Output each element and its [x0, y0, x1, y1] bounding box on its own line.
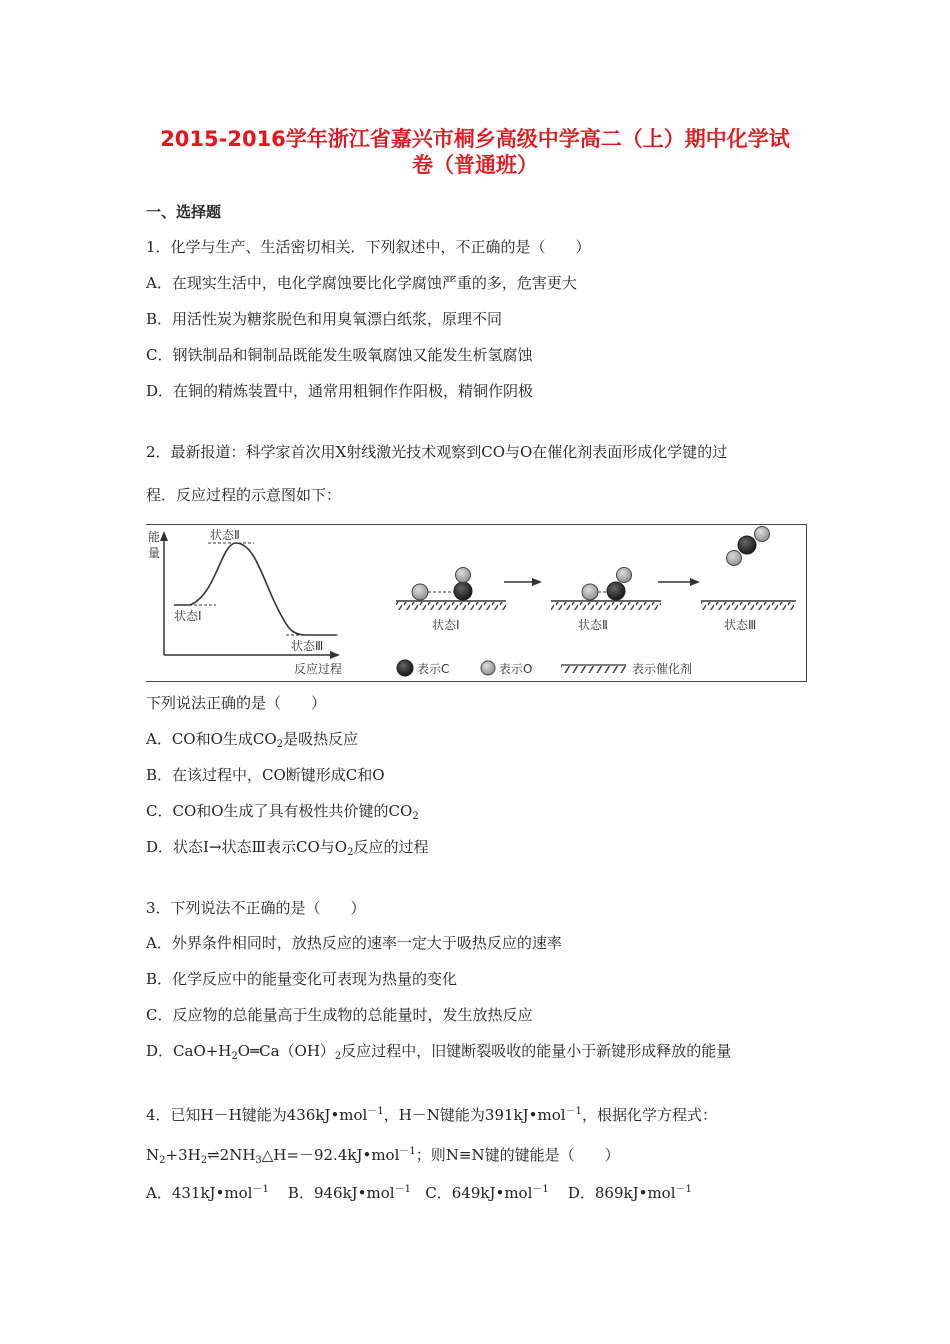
atom-o	[582, 584, 598, 600]
amount-label: 量	[148, 546, 161, 560]
q3-option-d: D．$CaO+H_2O═Ca(OH)_2$反应过程中，旧键断裂吸收的能量小于新键形成释放的能量	[146, 1042, 732, 1062]
q3-option-a: A．外界条件相同时，放热反应的速率一定大于吸热反应的速率	[146, 934, 562, 952]
state1-label: 状态Ⅰ	[432, 618, 460, 632]
q2-option-a: A．CO和O生成$CO_2$是吸热反应	[146, 730, 359, 750]
q1-option-c: C．钢铁制品和铜制品既能发生吸氧腐蚀又能发生析氢腐蚀	[146, 346, 533, 364]
legend-catalyst-label: 表示催化剂	[632, 662, 693, 676]
q4-option-c: C．649kJ•mol$^{-1}$	[425, 1184, 549, 1202]
legend-oxygen-icon	[481, 661, 495, 675]
q4-options	[146, 1180, 692, 1203]
reaction-diagram-svg	[146, 525, 806, 681]
q1-option-b: B．用活性炭为糖浆脱色和用臭氧漂白纸浆，原理不同	[146, 310, 503, 328]
curve-state1-label: 状态Ⅰ	[174, 609, 202, 623]
q2-option-d: D．状态Ⅰ→状态Ⅲ表示CO与$O_2$反应的过程	[146, 838, 429, 858]
q1-option-d: D．在铜的精炼装置中，通常用粗铜作作阳极，精铜作阴极	[146, 382, 534, 400]
exam-title-line1: 2015-2016学年浙江省嘉兴市桐乡高级中学高二（上）期中化学试	[160, 127, 790, 151]
atom-o	[727, 551, 742, 566]
q2-stem-line2: 程．反应过程的示意图如下：	[146, 486, 342, 504]
state2-label: 状态Ⅱ	[578, 618, 608, 632]
catalyst-surface-2	[551, 602, 661, 610]
q4-option-a: A．431kJ•mol$^{-1}$	[146, 1184, 269, 1202]
curve-state3-label: 状态Ⅲ	[291, 639, 324, 653]
atom-o	[456, 568, 471, 583]
energy-label: 能	[148, 530, 161, 544]
q4-equation: $N_2+3H_2\rightleftharpoons 2NH_3\triangle H=-92.4kJ•mol^{-1}$；则N≡N键的键能是（ ）	[146, 1146, 620, 1166]
x-axis-arrow	[330, 651, 340, 659]
curve-state2-label: 状态Ⅱ	[210, 528, 240, 542]
y-axis-arrow	[160, 531, 168, 541]
q4-stem: 4．已知H－H键能为436kJ•mol$^{-1}$，H－N键能为391kJ•mol$^{-1}$，根据化学方程式：	[146, 1106, 717, 1124]
q1-stem: 1．化学与生产、生活密切相关．下列叙述中，不正确的是（ ）	[146, 238, 591, 256]
q1-option-a: A．在现实生活中，电化学腐蚀要比化学腐蚀严重的多，危害更大	[146, 274, 577, 292]
q2-stem-line1: 2．最新报道：科学家首次用X射线激光技术观察到CO与O在催化剂表面形成化学键的过	[146, 443, 728, 461]
q2-option-c: C．CO和O生成了具有极性共价键的$CO_2$	[146, 802, 419, 822]
q4-option-b: B．946kJ•mol$^{-1}$	[287, 1184, 411, 1202]
reaction-diagram	[146, 524, 807, 682]
q4-option-d: D．869kJ•mol$^{-1}$	[567, 1184, 692, 1202]
state3-label: 状态Ⅲ	[724, 618, 757, 632]
atom-c	[607, 582, 625, 600]
legend-catalyst-icon	[561, 666, 626, 673]
legend-oxygen-label: 表示O	[499, 662, 533, 676]
atom-o	[617, 568, 632, 583]
q3-option-c: C．反应物的总能量高于生成物的总能量时，发生放热反应	[146, 1006, 533, 1024]
atom-o	[412, 584, 428, 600]
atom-c	[454, 582, 472, 600]
exam-title-line2: 卷（普通班）	[412, 153, 538, 177]
atom-c	[738, 536, 756, 554]
legend-carbon-label: 表示C	[417, 662, 450, 676]
reaction-process-label: 反应过程	[294, 662, 343, 676]
q3-stem: 3．下列说法不正确的是（ ）	[146, 899, 366, 917]
section-heading: 一、选择题	[146, 203, 222, 221]
q2-option-b: B．在该过程中，CO断键形成C和O	[146, 766, 385, 784]
atom-o	[755, 527, 770, 542]
legend-carbon-icon	[397, 660, 413, 676]
catalyst-surface-1	[396, 602, 506, 610]
q3-option-b: B．化学反应中的能量变化可表现为热量的变化	[146, 970, 458, 988]
catalyst-surface-3	[701, 602, 796, 610]
q2-prompt: 下列说法正确的是（ ）	[146, 694, 327, 712]
